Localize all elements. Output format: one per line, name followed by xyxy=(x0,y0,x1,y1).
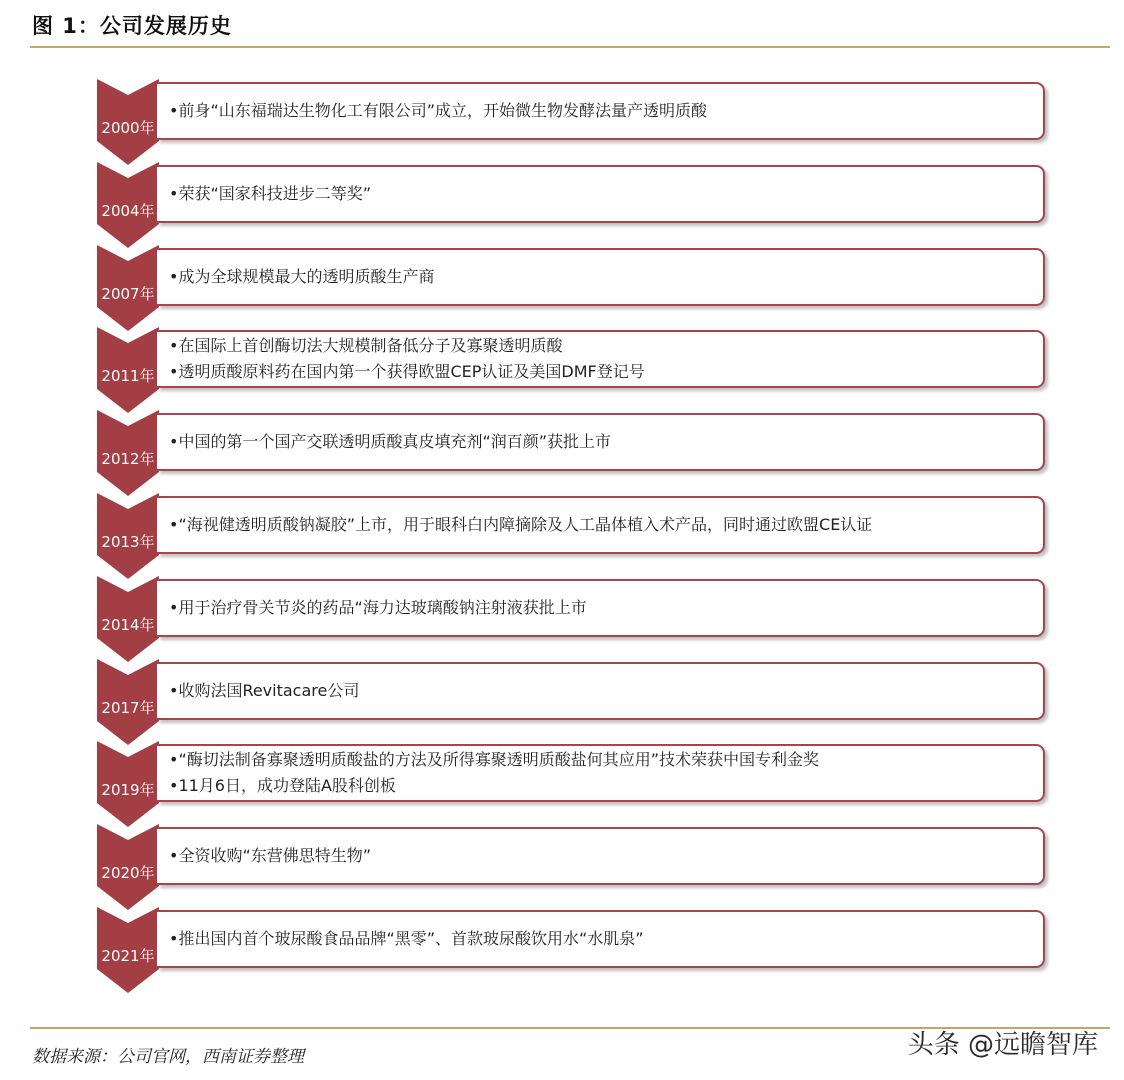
timeline-event-box xyxy=(157,413,1045,471)
timeline-entry xyxy=(0,741,1124,827)
timeline-entry xyxy=(0,824,1124,910)
timeline-entry xyxy=(0,410,1124,496)
timeline-event-text: •前身“山东福瑞达生物化工有限公司”成立，开始微生物发酵法量产透明质酸 xyxy=(169,101,708,120)
timeline-entry xyxy=(0,659,1124,745)
timeline-event-text: •“酶切法制备寡聚透明质酸盐的方法及所得寡聚透明质酸盐何其应用”技术荣获中国专利金奖 xyxy=(169,750,820,770)
timeline-event-box xyxy=(157,248,1045,306)
timeline-year: 2021年 xyxy=(101,947,155,965)
timeline-entry xyxy=(0,576,1124,662)
timeline-event-text: •成为全球规模最大的透明质酸生产商 xyxy=(169,266,435,286)
timeline-entry xyxy=(0,162,1124,248)
timeline-entry xyxy=(0,245,1124,331)
timeline-event-text: •中国的第一个国产交联透明质酸真皮填充剂“润百颜”获批上市 xyxy=(169,432,612,452)
timeline-event-box xyxy=(157,827,1045,885)
timeline-year: 2011年 xyxy=(101,367,155,386)
timeline-event-box xyxy=(157,82,1045,140)
timeline-entry xyxy=(0,907,1124,993)
timeline-event-text: •透明质酸原料药在国内第一个获得欧盟CEP认证及美国DMF登记号 xyxy=(169,362,645,382)
timeline-event-text: •用于治疗骨关节炎的药品“海力达玻璃酸钠注射液获批上市 xyxy=(169,597,587,617)
timeline-event-box xyxy=(157,579,1045,637)
timeline-event-box xyxy=(157,662,1045,720)
watermark: 头条 @远瞻智库 xyxy=(907,1030,1098,1060)
timeline-event-box xyxy=(157,910,1045,968)
timeline-event-text: •推出国内首个玻尿酸食品品牌“黑零”、首款玻尿酸饮用水“水肌泉” xyxy=(169,929,644,948)
timeline-event-box xyxy=(157,744,1045,802)
timeline-year: 2019年 xyxy=(101,781,155,800)
timeline-event-box xyxy=(157,165,1045,223)
timeline-entry xyxy=(0,79,1124,165)
timeline-event-text: •荣获“国家科技进步二等奖” xyxy=(169,183,372,203)
timeline-event-text: •11月6日，成功登陆A股科创板 xyxy=(169,776,396,796)
timeline-entry xyxy=(0,327,1124,413)
source-note: 数据来源：公司官网，西南证券整理 xyxy=(32,1047,304,1067)
timeline-year: 2012年 xyxy=(101,450,155,469)
timeline-event-text: •全资收购“东营佛思特生物” xyxy=(169,846,372,866)
timeline-year: 2017年 xyxy=(101,698,155,717)
timeline-year: 2013年 xyxy=(101,533,155,551)
timeline-event-text: •收购法国Revitacare公司 xyxy=(169,680,360,700)
timeline-year: 2014年 xyxy=(101,615,155,634)
timeline-event-box xyxy=(157,496,1045,554)
timeline-year: 2020年 xyxy=(101,864,155,883)
timeline-year: 2007年 xyxy=(101,284,155,303)
figure-title: 图 1：公司发展历史 xyxy=(32,14,232,38)
timeline-event-text: •“海视健透明质酸钠凝胶”上市，用于眼科白内障摘除及人工晶体植入术产品，同时通过欧盟CE认证 xyxy=(169,515,873,534)
timeline-event-text: •在国际上首创酶切法大规模制备低分子及寡聚透明质酸 xyxy=(169,336,563,356)
timeline-entry xyxy=(0,493,1124,579)
timeline-event-box xyxy=(157,330,1045,388)
timeline-year: 2000年 xyxy=(101,119,155,137)
timeline-year: 2004年 xyxy=(101,201,155,220)
